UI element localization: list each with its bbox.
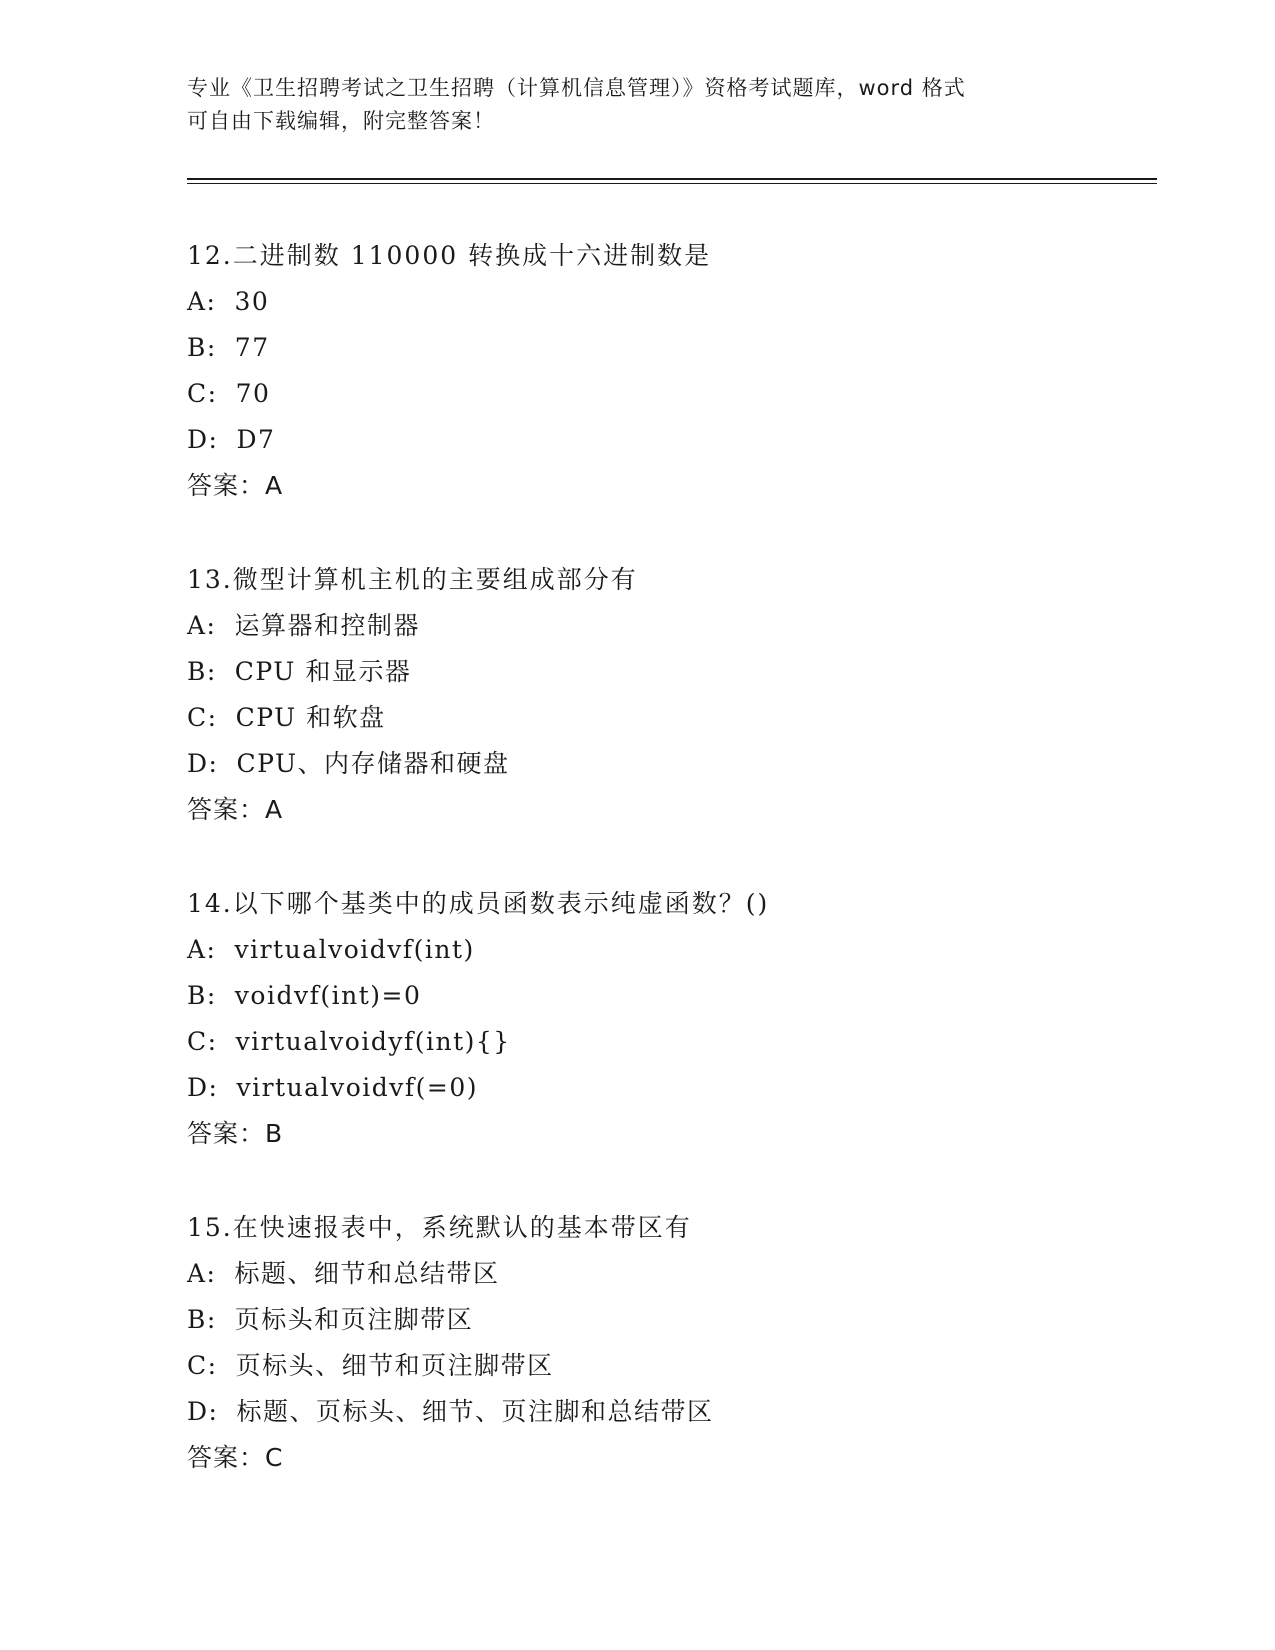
option-c xyxy=(187,1019,1147,1065)
answer-line: 答案：B xyxy=(187,1119,284,1148)
option-text: CPU 和显示器 xyxy=(234,657,412,686)
header-line-2: 可自由下载编辑，附完整答案！ xyxy=(187,109,495,133)
option-letter: A: xyxy=(187,611,217,640)
option-text: virtualvoidvf(=0) xyxy=(236,1073,478,1102)
option-text: 标题、细节和总结带区 xyxy=(234,1259,500,1288)
option-c xyxy=(187,1343,1147,1389)
option-letter: B: xyxy=(187,657,217,686)
option-text: 页标头、细节和页注脚带区 xyxy=(235,1351,554,1380)
option-text: 运算器和控制器 xyxy=(234,611,420,640)
question-stem: 13.微型计算机主机的主要组成部分有 xyxy=(187,565,638,594)
option-letter: D: xyxy=(187,749,219,778)
option-b xyxy=(187,1297,1147,1343)
option-text: D7 xyxy=(236,425,276,454)
option-d xyxy=(187,1065,1147,1111)
option-letter: D: xyxy=(187,1073,219,1102)
header-line-1: 专业《卫生招聘考试之卫生招聘（计算机信息管理）》资格考试题库，word 格式 xyxy=(187,76,966,100)
option-c xyxy=(187,371,1147,417)
option-text: 77 xyxy=(234,333,270,362)
option-text: CPU 和软盘 xyxy=(235,703,386,732)
option-text: 30 xyxy=(234,287,270,316)
option-text: 70 xyxy=(235,379,271,408)
question-stem: 12.二进制数 110000 转换成十六进制数是 xyxy=(187,241,712,270)
option-b xyxy=(187,973,1147,1019)
option-d xyxy=(187,417,1147,463)
option-letter: A: xyxy=(187,1259,217,1288)
answer-line: 答案：A xyxy=(187,471,284,500)
question-12 xyxy=(187,233,1147,509)
option-letter: C: xyxy=(187,1351,218,1380)
option-letter: C: xyxy=(187,703,218,732)
question-14 xyxy=(187,881,1147,1157)
question-stem: 14.以下哪个基类中的成员函数表示纯虚函数？() xyxy=(187,889,770,918)
option-letter: B: xyxy=(187,981,217,1010)
question-13 xyxy=(187,557,1147,833)
option-b xyxy=(187,649,1147,695)
option-text: virtualvoidyf(int){} xyxy=(235,1027,511,1056)
question-list xyxy=(187,233,1147,1529)
option-text: virtualvoidvf(int) xyxy=(234,935,475,964)
option-a xyxy=(187,927,1147,973)
option-text: voidvf(int)=0 xyxy=(234,981,422,1010)
option-text: 页标头和页注脚带区 xyxy=(234,1305,474,1334)
question-15 xyxy=(187,1205,1147,1481)
option-a xyxy=(187,1251,1147,1297)
option-d xyxy=(187,741,1147,787)
option-a xyxy=(187,603,1147,649)
option-letter: A: xyxy=(187,935,217,964)
question-stem: 15.在快速报表中，系统默认的基本带区有 xyxy=(187,1213,692,1242)
option-letter: C: xyxy=(187,1027,218,1056)
header-divider-bottom xyxy=(187,183,1157,184)
option-text: 标题、页标头、细节、页注脚和总结带区 xyxy=(236,1397,714,1426)
option-letter: D: xyxy=(187,1397,219,1426)
option-c xyxy=(187,695,1147,741)
option-letter: C: xyxy=(187,379,218,408)
answer-line: 答案：A xyxy=(187,795,284,824)
option-letter: A: xyxy=(187,287,217,316)
option-letter: D: xyxy=(187,425,219,454)
option-a xyxy=(187,279,1147,325)
option-letter: B: xyxy=(187,1305,217,1334)
header-divider-top xyxy=(187,178,1157,180)
document-header xyxy=(187,72,1087,138)
option-text: CPU、内存储器和硬盘 xyxy=(236,749,510,778)
option-d xyxy=(187,1389,1147,1435)
option-b xyxy=(187,325,1147,371)
answer-line: 答案：C xyxy=(187,1443,284,1472)
option-letter: B: xyxy=(187,333,217,362)
